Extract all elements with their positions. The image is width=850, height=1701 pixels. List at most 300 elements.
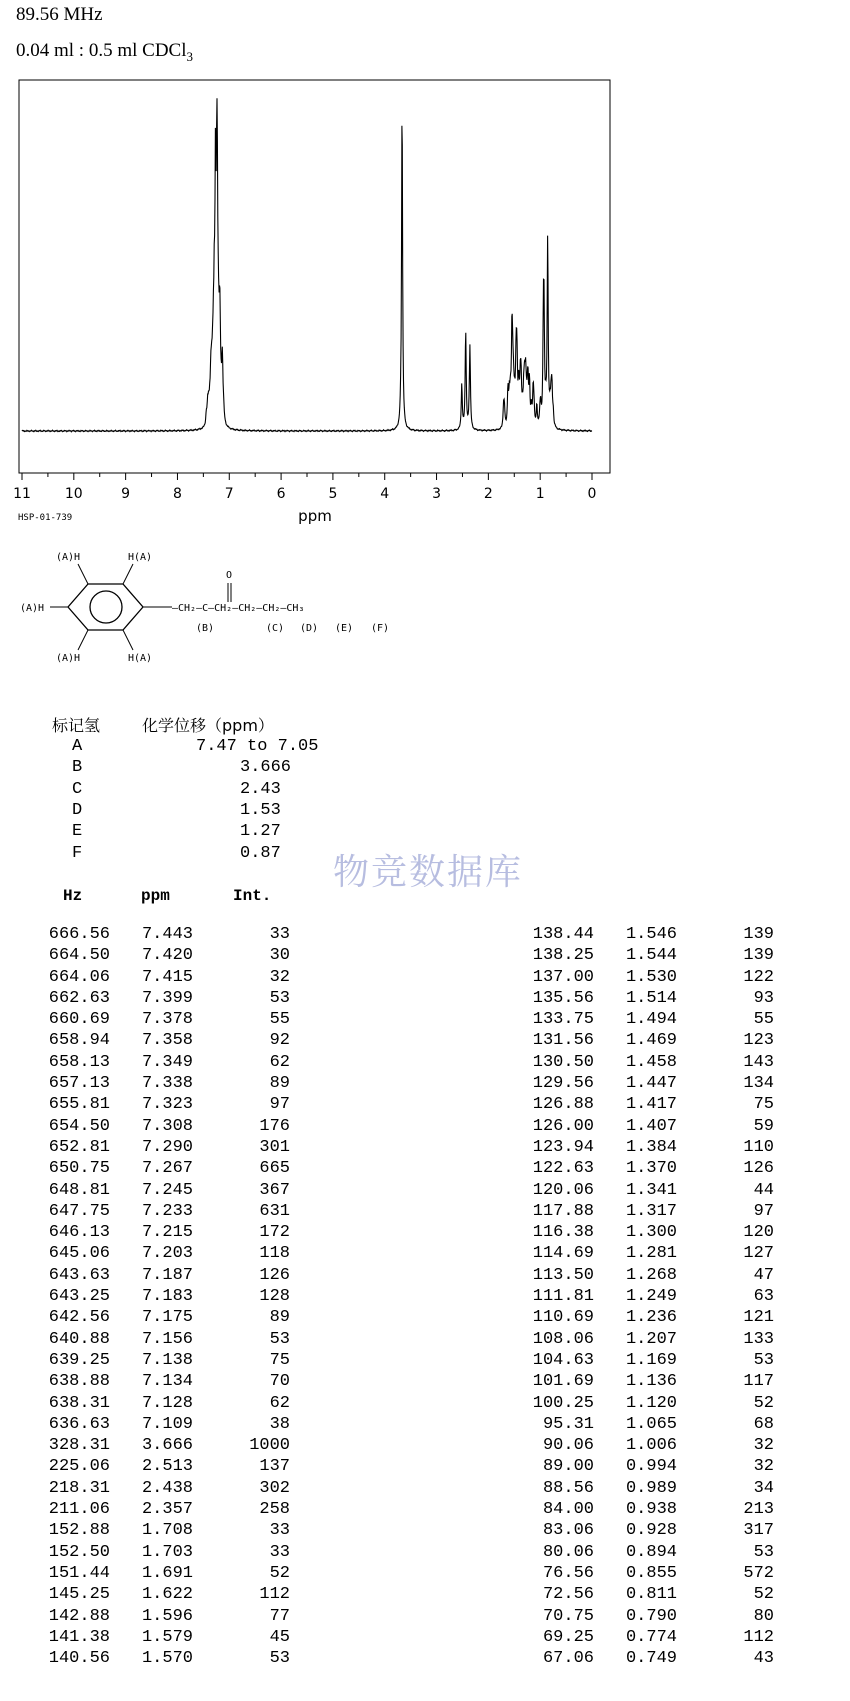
header-ppm: ppm [141, 887, 170, 905]
peak-row [514, 1521, 774, 1542]
peak-ppm: 0.894 [625, 1542, 677, 1562]
peak-ppm: 1.622 [141, 1585, 193, 1605]
peak-int: 59 [753, 1116, 774, 1136]
peak-ppm: 1.281 [625, 1244, 677, 1264]
peak-row [30, 1181, 290, 1202]
peak-int: 97 [269, 1095, 290, 1115]
peak-int: 112 [743, 1627, 774, 1647]
peak-row [30, 1330, 290, 1351]
h-label-bottom-right: H(A) [128, 653, 153, 664]
peak-ppm: 1.494 [625, 1010, 677, 1030]
peak-hz: 133.75 [532, 1010, 594, 1030]
peak-row [30, 1436, 290, 1457]
peak-hz: 643.63 [48, 1265, 110, 1285]
peak-hz: 137.00 [532, 967, 594, 987]
peak-ppm: 1.136 [625, 1372, 677, 1392]
h-label-bottom-left: (A)H [56, 653, 81, 664]
peak-int: 70 [269, 1372, 290, 1392]
peak-hz: 138.25 [532, 946, 594, 966]
peak-row [514, 1117, 774, 1138]
peak-ppm: 1.236 [625, 1308, 677, 1328]
peak-row [514, 1500, 774, 1521]
peak-row [514, 1585, 774, 1606]
peak-hz: 67.06 [542, 1649, 594, 1669]
peak-int: 80 [753, 1606, 774, 1626]
solvent-subscript: 3 [186, 48, 193, 64]
peak-ppm: 7.156 [141, 1329, 193, 1349]
peak-hz: 328.31 [48, 1436, 110, 1456]
peak-ppm: 0.774 [625, 1627, 677, 1647]
peak-int: 44 [753, 1180, 774, 1200]
peak-ppm: 0.938 [625, 1500, 677, 1520]
peak-hz: 657.13 [48, 1074, 110, 1094]
assignment-shift: 3.666 [240, 758, 292, 778]
peak-ppm: 1.341 [625, 1180, 677, 1200]
peak-ppm: 7.420 [141, 946, 193, 966]
peak-hz: 131.56 [532, 1031, 594, 1051]
peak-row [514, 968, 774, 989]
peak-hz: 120.06 [532, 1180, 594, 1200]
peak-int: 34 [753, 1478, 774, 1498]
peak-row [30, 1308, 290, 1329]
peak-hz: 130.50 [532, 1052, 594, 1072]
peak-ppm: 1.417 [625, 1095, 677, 1115]
peak-table-right [514, 925, 774, 1670]
peak-ppm: 7.128 [141, 1393, 193, 1413]
peak-row [30, 1010, 290, 1031]
peak-ppm: 1.708 [141, 1521, 193, 1541]
peak-row [30, 1202, 290, 1223]
peak-int: 139 [743, 946, 774, 966]
peak-hz: 151.44 [48, 1563, 110, 1583]
peak-ppm: 2.357 [141, 1500, 193, 1520]
peak-row [514, 1479, 774, 1500]
assignment-label: E [72, 822, 83, 842]
x-axis-ticks [22, 473, 592, 480]
peak-ppm: 7.109 [141, 1414, 193, 1434]
peak-hz: 89.00 [542, 1457, 594, 1477]
peak-row [30, 1500, 290, 1521]
peak-row [514, 1181, 774, 1202]
peak-row [514, 1287, 774, 1308]
peak-hz: 639.25 [48, 1350, 110, 1370]
peak-row [30, 1543, 290, 1564]
peak-hz: 645.06 [48, 1244, 110, 1264]
peak-int: 367 [259, 1180, 290, 1200]
peak-row [30, 1138, 290, 1159]
peak-hz: 122.63 [532, 1159, 594, 1179]
peak-row [30, 1649, 290, 1670]
peak-row [514, 1330, 774, 1351]
peak-int: 53 [269, 1649, 290, 1669]
peak-hz: 84.00 [542, 1500, 594, 1520]
x-tick-label: 7 [224, 486, 234, 502]
assignment-shift: 2.43 [240, 779, 281, 799]
solvent-text: 0.04 ml : 0.5 ml CDCl [16, 40, 187, 61]
peak-row [30, 1479, 290, 1500]
peak-int: 133 [743, 1329, 774, 1349]
peak-row [514, 1457, 774, 1478]
peak-hz: 116.38 [532, 1223, 594, 1243]
peak-hz: 117.88 [532, 1201, 594, 1221]
bond-h2 [123, 564, 133, 584]
peak-table-left [30, 925, 290, 1670]
peak-hz: 664.50 [48, 946, 110, 966]
peak-row [514, 1074, 774, 1095]
peak-int: 75 [269, 1350, 290, 1370]
peak-row [514, 946, 774, 967]
peak-ppm: 1.120 [625, 1393, 677, 1413]
peak-ppm: 1.370 [625, 1159, 677, 1179]
peak-ppm: 1.546 [625, 925, 677, 944]
peak-hz: 76.56 [542, 1563, 594, 1583]
h-label-left: (A)H [20, 603, 45, 614]
peak-ppm: 7.267 [141, 1159, 193, 1179]
peak-int: 137 [259, 1457, 290, 1477]
peak-int: 89 [269, 1074, 290, 1094]
peak-ppm: 1.317 [625, 1201, 677, 1221]
peak-row [30, 1585, 290, 1606]
peak-int: 55 [269, 1010, 290, 1030]
peak-ppm: 1.300 [625, 1223, 677, 1243]
peak-ppm: 1.407 [625, 1116, 677, 1136]
peak-hz: 647.75 [48, 1201, 110, 1221]
peak-row [514, 1031, 774, 1052]
x-tick-label: 11 [13, 486, 31, 502]
peak-hz: 111.81 [532, 1287, 594, 1307]
peak-hz: 638.88 [48, 1372, 110, 1392]
peak-row [30, 1244, 290, 1265]
peak-row [30, 1266, 290, 1287]
x-tick-label: 6 [276, 486, 286, 502]
header-int: Int. [233, 887, 272, 905]
peak-int: 117 [743, 1372, 774, 1392]
spectrum-trace [22, 98, 592, 432]
peak-int: 89 [269, 1308, 290, 1328]
label-b: (B) [196, 623, 215, 634]
peak-int: 213 [743, 1500, 774, 1520]
assignment-row [0, 737, 400, 758]
alkyl-chain: —CH₂—C—CH₂—CH₂—CH₂—CH₃ [172, 603, 305, 614]
assignment-label: C [72, 779, 83, 799]
peak-ppm: 7.138 [141, 1350, 193, 1370]
peak-row [30, 1628, 290, 1649]
peak-hz: 152.88 [48, 1521, 110, 1541]
plot-frame [19, 80, 610, 473]
peak-hz: 90.06 [542, 1436, 594, 1456]
peak-int: 120 [743, 1223, 774, 1243]
peak-row [514, 1649, 774, 1670]
peak-ppm: 1.469 [625, 1031, 677, 1051]
peak-row [30, 925, 290, 946]
peak-hz: 638.31 [48, 1393, 110, 1413]
peak-ppm: 0.994 [625, 1457, 677, 1477]
peak-int: 126 [259, 1265, 290, 1285]
peak-int: 172 [259, 1223, 290, 1243]
peak-ppm: 1.514 [625, 988, 677, 1008]
peak-row [514, 1138, 774, 1159]
x-tick-label: 1 [535, 486, 545, 502]
peak-row [30, 1351, 290, 1372]
peak-int: 92 [269, 1031, 290, 1051]
peak-ppm: 7.290 [141, 1137, 193, 1157]
peak-hz: 664.06 [48, 967, 110, 987]
peak-ppm: 1.691 [141, 1563, 193, 1583]
x-tick-label: 0 [587, 486, 597, 502]
peak-ppm: 7.203 [141, 1244, 193, 1264]
assignment-row [0, 822, 400, 843]
h-label-top-left: (A)H [56, 552, 81, 563]
peak-int: 53 [269, 1329, 290, 1349]
peak-int: 68 [753, 1414, 774, 1434]
peak-row [514, 1202, 774, 1223]
peak-row [514, 1308, 774, 1329]
peak-hz: 648.81 [48, 1180, 110, 1200]
peak-row [514, 1415, 774, 1436]
peak-row [514, 1436, 774, 1457]
assignment-row [0, 801, 400, 822]
peak-int: 118 [259, 1244, 290, 1264]
peak-ppm: 2.513 [141, 1457, 193, 1477]
molecule-structure [20, 530, 440, 680]
peak-hz: 140.56 [48, 1649, 110, 1669]
peak-hz: 138.44 [532, 925, 594, 944]
peak-hz: 145.25 [48, 1585, 110, 1605]
peak-ppm: 1.596 [141, 1606, 193, 1626]
peak-ppm: 1.544 [625, 946, 677, 966]
peak-int: 631 [259, 1201, 290, 1221]
peak-hz: 108.06 [532, 1329, 594, 1349]
peak-int: 122 [743, 967, 774, 987]
peak-hz: 225.06 [48, 1457, 110, 1477]
peak-ppm: 7.399 [141, 988, 193, 1008]
peak-row [514, 1010, 774, 1031]
peak-ppm: 1.570 [141, 1649, 193, 1669]
assignment-label: F [72, 843, 83, 863]
peak-int: 123 [743, 1031, 774, 1051]
peak-row [30, 1095, 290, 1116]
peak-hz: 113.50 [532, 1265, 594, 1285]
peak-hz: 95.31 [542, 1414, 594, 1434]
nmr-spectrum-chart [0, 70, 850, 570]
label-e: (E) [335, 623, 354, 634]
peak-hz: 218.31 [48, 1478, 110, 1498]
peak-int: 139 [743, 925, 774, 944]
peak-row [30, 1053, 290, 1074]
peak-row [514, 1564, 774, 1585]
peak-ppm: 7.245 [141, 1180, 193, 1200]
peak-row [30, 1117, 290, 1138]
peak-int: 77 [269, 1606, 290, 1626]
peak-ppm: 7.215 [141, 1223, 193, 1243]
peak-hz: 80.06 [542, 1542, 594, 1562]
peak-hz: 643.25 [48, 1287, 110, 1307]
assignment-label: B [72, 758, 83, 778]
peak-int: 52 [753, 1393, 774, 1413]
x-tick-label: 3 [432, 486, 442, 502]
peak-row [30, 968, 290, 989]
peak-ppm: 7.187 [141, 1265, 193, 1285]
peak-int: 33 [269, 925, 290, 944]
peak-int: 33 [269, 1521, 290, 1541]
peak-hz: 114.69 [532, 1244, 594, 1264]
peak-hz: 152.50 [48, 1542, 110, 1562]
assignment-label: D [72, 800, 83, 820]
peak-ppm: 1.268 [625, 1265, 677, 1285]
assignment-shift: 1.27 [240, 822, 281, 842]
peak-hz: 658.13 [48, 1052, 110, 1072]
x-tick-label: 5 [328, 486, 338, 502]
peak-ppm: 7.349 [141, 1052, 193, 1072]
spectrometer-frequency: 89.56 MHz [16, 4, 103, 25]
x-tick-label: 9 [121, 486, 131, 502]
peak-int: 52 [753, 1585, 774, 1605]
peak-int: 126 [743, 1159, 774, 1179]
peak-row [514, 1223, 774, 1244]
peak-ppm: 0.928 [625, 1521, 677, 1541]
peak-int: 1000 [249, 1436, 290, 1456]
peak-ppm: 0.749 [625, 1649, 677, 1669]
assignment-row [0, 780, 400, 801]
peak-row [30, 1372, 290, 1393]
peak-hz: 141.38 [48, 1627, 110, 1647]
x-tick-label: 8 [172, 486, 182, 502]
peak-ppm: 1.249 [625, 1287, 677, 1307]
header-hz: Hz [63, 887, 83, 905]
peak-int: 317 [743, 1521, 774, 1541]
assignment-shift: 1.53 [240, 800, 281, 820]
peak-hz: 126.88 [532, 1095, 594, 1115]
peak-hz: 660.69 [48, 1010, 110, 1030]
assignment-shift: 7.47 to 7.05 [196, 737, 319, 756]
x-axis-tick-labels [13, 486, 596, 502]
peak-ppm: 7.175 [141, 1308, 193, 1328]
peak-int: 302 [259, 1478, 290, 1498]
peak-hz: 70.75 [542, 1606, 594, 1626]
peak-hz: 135.56 [532, 988, 594, 1008]
peak-hz: 666.56 [48, 925, 110, 944]
peak-int: 53 [269, 988, 290, 1008]
peak-int: 134 [743, 1074, 774, 1094]
peak-int: 33 [269, 1542, 290, 1562]
assignment-header-shift: 化学位移（ppm） [142, 716, 274, 735]
peak-ppm: 3.666 [141, 1436, 193, 1456]
peak-hz: 650.75 [48, 1159, 110, 1179]
peak-row [30, 1457, 290, 1478]
peak-row [30, 946, 290, 967]
peak-int: 52 [269, 1563, 290, 1583]
peak-row [30, 1074, 290, 1095]
peak-row [30, 1223, 290, 1244]
peak-int: 665 [259, 1159, 290, 1179]
sample-solvent [16, 40, 193, 65]
assignment-header-label: 标记氢 [52, 716, 101, 735]
peak-int: 38 [269, 1414, 290, 1434]
peak-row [514, 1372, 774, 1393]
peak-row [514, 925, 774, 946]
peak-row [30, 1607, 290, 1628]
peak-row [514, 1394, 774, 1415]
peak-ppm: 7.233 [141, 1201, 193, 1221]
peak-hz: 72.56 [542, 1585, 594, 1605]
peak-hz: 69.25 [542, 1627, 594, 1647]
peak-ppm: 1.384 [625, 1137, 677, 1157]
peak-int: 93 [753, 988, 774, 1008]
peak-row [514, 1628, 774, 1649]
peak-ppm: 2.438 [141, 1478, 193, 1498]
peak-hz: 655.81 [48, 1095, 110, 1115]
peak-row [514, 1159, 774, 1180]
peak-hz: 646.13 [48, 1223, 110, 1243]
bond-h5 [123, 630, 133, 650]
peak-row [514, 1095, 774, 1116]
peak-hz: 658.94 [48, 1031, 110, 1051]
peak-int: 32 [269, 967, 290, 987]
peak-int: 176 [259, 1116, 290, 1136]
label-f: (F) [371, 623, 390, 634]
peak-ppm: 1.207 [625, 1329, 677, 1349]
peak-ppm: 7.338 [141, 1074, 193, 1094]
peak-row [514, 1266, 774, 1287]
peak-ppm: 1.458 [625, 1052, 677, 1072]
peak-int: 112 [259, 1585, 290, 1605]
assignment-row [0, 758, 400, 779]
peak-ppm: 1.703 [141, 1542, 193, 1562]
peak-ppm: 7.323 [141, 1095, 193, 1115]
watermark: 物竞数据库 [333, 852, 524, 893]
peak-int: 127 [743, 1244, 774, 1264]
peak-int: 62 [269, 1393, 290, 1413]
peak-int: 110 [743, 1137, 774, 1157]
x-tick-label: 10 [64, 486, 83, 502]
peak-row [30, 989, 290, 1010]
label-d: (D) [300, 623, 319, 634]
peak-int: 53 [753, 1542, 774, 1562]
peak-hz: 123.94 [532, 1137, 594, 1157]
peak-ppm: 7.443 [141, 925, 193, 944]
peak-hz: 652.81 [48, 1137, 110, 1157]
peak-ppm: 7.378 [141, 1010, 193, 1030]
peak-row [30, 1287, 290, 1308]
peak-int: 55 [753, 1010, 774, 1030]
peak-int: 97 [753, 1201, 774, 1221]
peak-int: 30 [269, 946, 290, 966]
peak-int: 258 [259, 1500, 290, 1520]
peak-row [514, 1244, 774, 1265]
bond-h1 [78, 564, 88, 584]
x-tick-label: 4 [380, 486, 390, 502]
peak-ppm: 0.811 [625, 1585, 677, 1605]
peak-hz: 100.25 [532, 1393, 594, 1413]
peak-row [30, 1415, 290, 1436]
bond-h4 [78, 630, 88, 650]
peak-hz: 642.56 [48, 1308, 110, 1328]
peak-row [30, 1159, 290, 1180]
peak-row [30, 1564, 290, 1585]
aromatic-circle [90, 591, 122, 623]
peak-ppm: 7.415 [141, 967, 193, 987]
peak-ppm: 1.065 [625, 1414, 677, 1434]
peak-ppm: 0.790 [625, 1606, 677, 1626]
peak-hz: 654.50 [48, 1116, 110, 1136]
assignment-shift: 0.87 [240, 843, 281, 863]
peak-ppm: 1.447 [625, 1074, 677, 1094]
peak-ppm: 7.358 [141, 1031, 193, 1051]
peak-ppm: 1.530 [625, 967, 677, 987]
peak-ppm: 0.855 [625, 1563, 677, 1583]
peak-int: 45 [269, 1627, 290, 1647]
peak-hz: 636.63 [48, 1414, 110, 1434]
